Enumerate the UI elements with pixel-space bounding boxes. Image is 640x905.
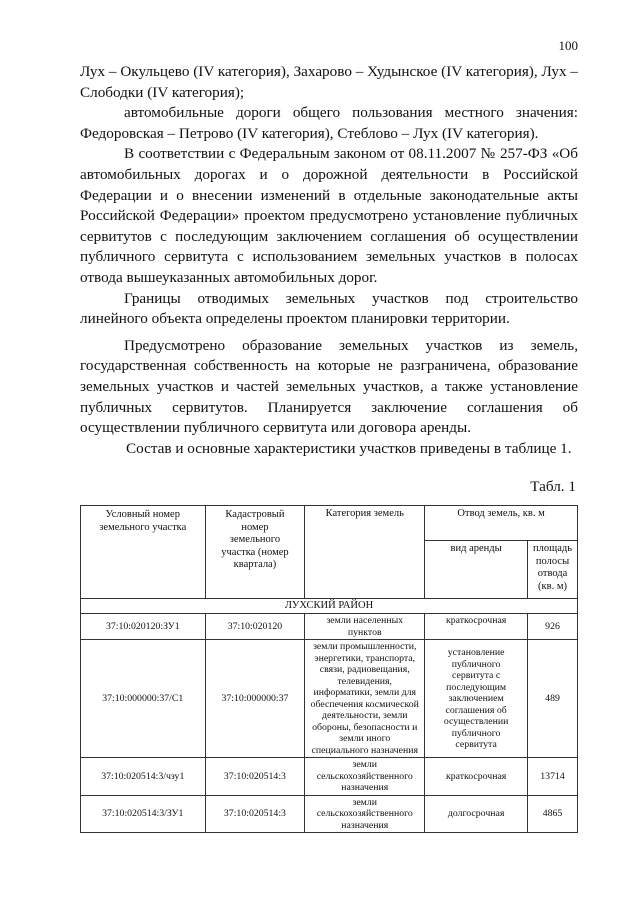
paragraph: Состав и основные характеристики участков приведены в таблице 1. [126, 439, 572, 457]
page-number: 100 [558, 38, 578, 53]
cell-cadastral: 37:10:020514:3 [205, 795, 305, 833]
header-category: Категория земель [305, 506, 425, 599]
header-conditional-number: Условный номер земельного участка [81, 506, 206, 599]
header-area: площадь полосы отвода (кв. м) [528, 541, 578, 599]
header-lease-type: вид аренды [425, 541, 528, 599]
cell-number: 37:10:020514:3/чзу1 [81, 758, 206, 796]
table-row [81, 640, 578, 758]
cell-area: 4865 [528, 795, 578, 833]
paragraph: Границы отводимых земельных участков под строительство линейного объекта определены проектом планировки территории. [80, 289, 578, 328]
district-row: ЛУХСКИЙ РАЙОН [81, 599, 578, 614]
paragraph: В соответствии с Федеральным законом от 08.11.2007 № 257-ФЗ «Об автомобильных дорогах и о дорожной деятельности в Российской Федерации и о внесении изменений в отдельные законодательные акты Российской Федерации» проектом предусмотрено установление публичных сервитутов с последующим заключением соглашения об осуществлении публичного сервитута с использованием земельных участков в полосах отвода вышеуказанных автомобильных дорог. [80, 145, 578, 286]
paragraph: автомобильные дороги общего пользования местного значения: Федоровская – Петрово (IV категория), Стеблово – Лух (IV категория). [80, 104, 578, 142]
land-plots-table [80, 505, 578, 833]
cell-lease: установление публичного сервитута с последующим заключением соглашения об осуществлении публичного сервитута [425, 640, 528, 758]
cell-cadastral: 37:10:020514:3 [205, 758, 305, 796]
table-row [81, 758, 578, 796]
cell-area: 13714 [528, 758, 578, 796]
body-text [80, 62, 578, 459]
cell-category: земли сельскохозяйственного назначения [305, 795, 425, 833]
cell-lease: краткосрочная [425, 614, 528, 640]
cell-lease: долгосрочная [425, 795, 528, 833]
cell-area: 489 [528, 640, 578, 758]
cell-category: земли населенных пунктов [305, 614, 425, 640]
cell-category: земли промышленности, энергетики, транспорта, связи, радиовещания, телевидения, информатики, земли для обеспечения космической деятельности, земли обороны, безопасности и земли иного специального назначения [305, 640, 425, 758]
header-cadastral: Кадастровый номер земельного участка (номер квартала) [205, 506, 305, 599]
table-row [81, 614, 578, 640]
cell-cadastral: 37:10:020120 [205, 614, 305, 640]
paragraph: Лух – Окульцево (IV категория), Захарово – Худынское (IV категория), Лух – Слободки (IV категория); [80, 63, 578, 101]
cell-cadastral: 37:10:000000:37 [205, 640, 305, 758]
cell-number: 37:10:020514:3/ЗУ1 [81, 795, 206, 833]
table-caption: Табл. 1 [530, 478, 576, 496]
cell-number: 37:10:000000:37/С1 [81, 640, 206, 758]
header-allotment: Отвод земель, кв. м [425, 506, 578, 541]
cell-category: земли сельскохозяйственного назначения [305, 758, 425, 796]
cell-area: 926 [528, 614, 578, 640]
cell-number: 37:10:020120:ЗУ1 [81, 614, 206, 640]
table-row [81, 795, 578, 833]
cell-lease: краткосрочная [425, 758, 528, 796]
paragraph: Предусмотрено образование земельных участков из земель, государственная собственность на которые не разграничена, образование земельных участков и частей земельных участков, а также установление публичных сервитутов. Планируется заключение соглашения об осуществлении публичного сервитута или договора аренды. [80, 336, 578, 437]
